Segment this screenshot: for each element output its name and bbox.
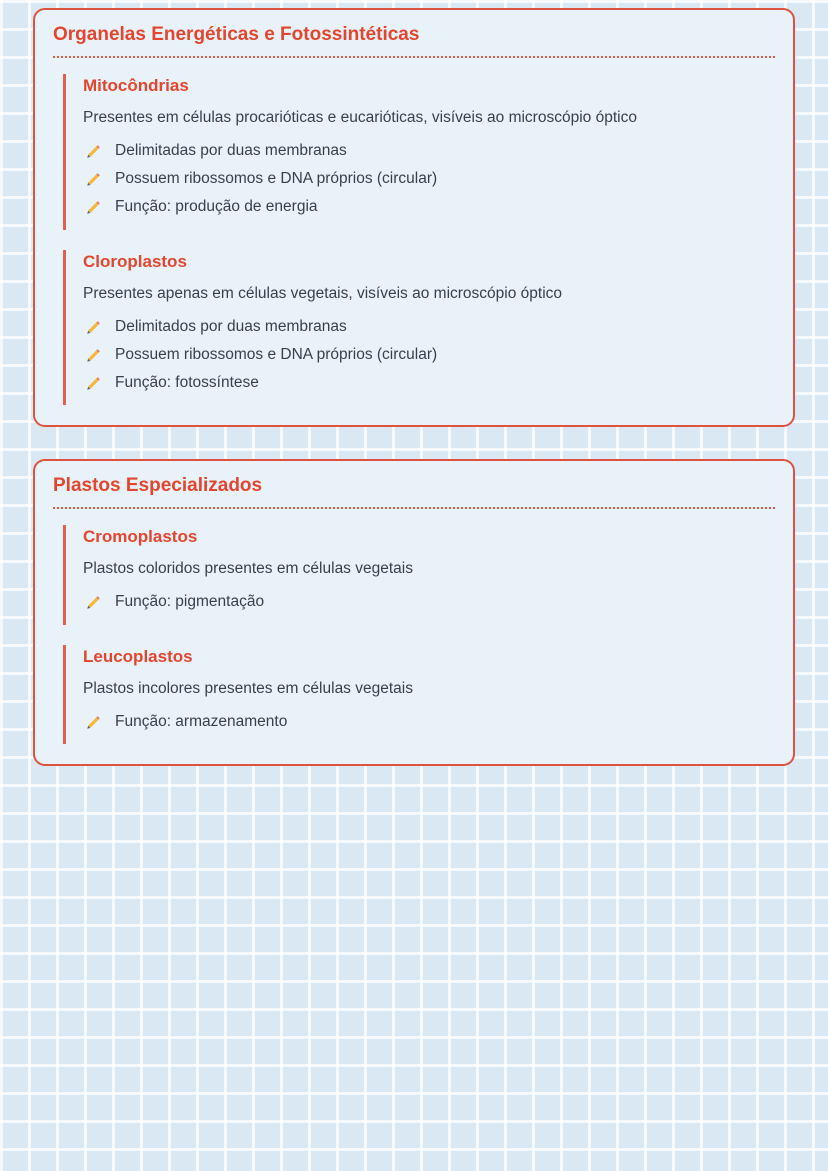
pencil-icon (85, 142, 103, 160)
pencil-icon (85, 593, 103, 611)
pencil-icon (85, 198, 103, 216)
bullet-list (83, 592, 775, 612)
section-cloroplastos (63, 250, 775, 406)
card-organelas-energeticas (33, 8, 795, 427)
list-item-text: Possuem ribossomos e DNA próprios (circular) (115, 345, 438, 363)
pencil-icon (85, 713, 103, 731)
list-item-text: Delimitados por duas membranas (115, 317, 347, 335)
section-heading: Mitocôndrias (83, 75, 189, 95)
list-item-text: Função: fotossíntese (115, 374, 259, 392)
list-item-text: Função: produção de energia (115, 198, 318, 216)
bullet-list (83, 317, 775, 393)
section-description: Plastos incolores presentes em células vegetais (83, 679, 413, 697)
section-cromoplastos (63, 525, 775, 624)
section-description: Plastos coloridos presentes em células vegetais (83, 560, 413, 578)
pencil-icon (85, 318, 103, 336)
section-heading: Leucoplastos (83, 646, 193, 666)
section-heading: Cromoplastos (83, 527, 198, 547)
list-item-text: Delimitadas por duas membranas (115, 142, 347, 160)
list-item (85, 317, 775, 337)
section-heading: Cloroplastos (83, 251, 187, 271)
card-title: Plastos Especializados (53, 475, 775, 509)
section-mitocondrias (63, 74, 775, 230)
list-item (85, 169, 775, 189)
list-item (85, 712, 775, 732)
card-title: Organelas Energéticas e Fotossintéticas (53, 24, 775, 58)
list-item-text: Possuem ribossomos e DNA próprios (circular) (115, 170, 438, 188)
pencil-icon (85, 170, 103, 188)
list-item-text: Função: armazenamento (115, 712, 288, 730)
list-item-text: Função: pigmentação (115, 593, 265, 611)
pencil-icon (85, 374, 103, 392)
list-item (85, 197, 775, 217)
list-item (85, 373, 775, 393)
section-description: Presentes em células procarióticas e eucarióticas, visíveis ao microscópio óptico (83, 109, 637, 127)
list-item (85, 592, 775, 612)
bullet-list (83, 141, 775, 217)
pencil-icon (85, 346, 103, 364)
list-item (85, 141, 775, 161)
section-leucoplastos (63, 645, 775, 744)
card-plastos-especializados (33, 459, 795, 766)
section-description: Presentes apenas em células vegetais, visíveis ao microscópio óptico (83, 284, 563, 302)
bullet-list (83, 712, 775, 732)
list-item (85, 345, 775, 365)
